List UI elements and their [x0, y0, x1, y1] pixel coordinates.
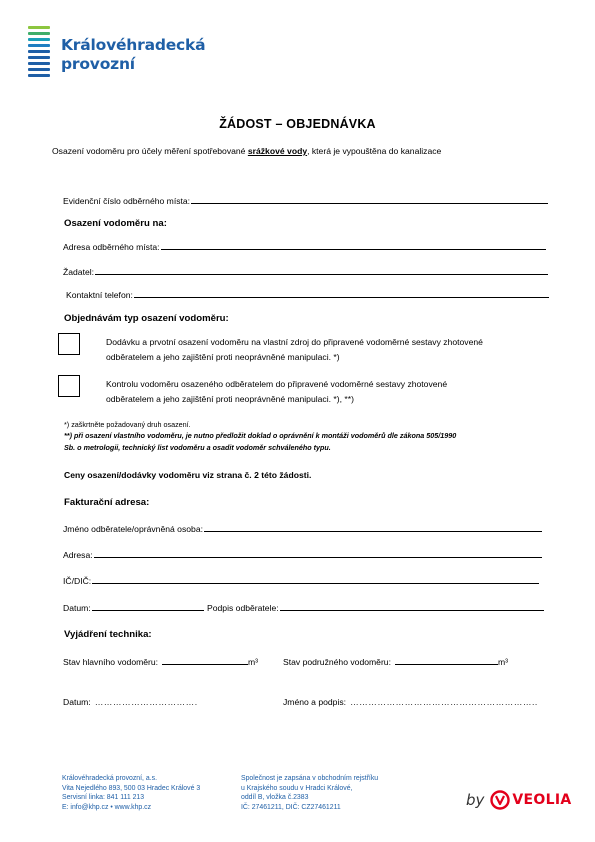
- podpis-row: [207, 602, 544, 613]
- logo-line-1: Královéhradecká: [61, 36, 206, 54]
- technik-jmeno-label: Jméno a podpis:: [283, 697, 347, 707]
- adresa-odberu-label: Adresa odběrného místa:: [63, 242, 160, 252]
- option-kontrola-checkbox[interactable]: [58, 375, 80, 397]
- logo-stripe: [28, 62, 50, 65]
- adresa-label: Adresa:: [63, 550, 93, 560]
- intro-emphasis: srážkové vody: [247, 146, 308, 156]
- vyjadreni-heading: Vyjádření technika:: [64, 629, 152, 640]
- option-kontrola-line-2: odběratelem a jeho zajištění proti neoprávněné manipulaci. *), **): [106, 393, 354, 404]
- hlavni-vodomer-label: Stav hlavního vodoměru:: [63, 657, 159, 667]
- adresa-row: [63, 549, 542, 560]
- note-vlastni-vodomer: [64, 430, 584, 454]
- ceny-note: Ceny osazení/dodávky vodoměru viz strana č. 2 této žádosti.: [64, 470, 312, 480]
- podruzny-vodomer-field[interactable]: [395, 656, 498, 665]
- osazeni-heading: Osazení vodoměru na:: [64, 218, 167, 229]
- podruzny-vodomer-unit: m³: [497, 657, 508, 667]
- ic-dic-label: IČ/DIČ:: [63, 576, 92, 586]
- option-kontrola-line-1: Kontrolu vodoměru osazeného odběratelem do připravené vodoměrné sestavy zhotovené: [106, 379, 448, 389]
- footer-company-name: Královéhradecká provozní, a.s.: [62, 775, 157, 782]
- logo-stripe: [28, 74, 50, 77]
- evidencni-cislo-label: Evidenční číslo odběrného místa:: [63, 196, 191, 206]
- logo-line-2: provozní: [61, 55, 135, 73]
- hlavni-vodomer-field[interactable]: [162, 656, 248, 665]
- technik-datum-field[interactable]: …………………………….: [94, 697, 198, 707]
- logo-stripe: [28, 44, 50, 47]
- evidencni-cislo-field[interactable]: [191, 195, 548, 204]
- telefon-field[interactable]: [134, 289, 549, 298]
- note-druh-osazeni: *) zaškrtněte požadovaný druh osazení.: [64, 420, 191, 429]
- intro-text: [52, 146, 441, 156]
- logo-stripe: [28, 50, 50, 53]
- logo-wordmark: [61, 36, 205, 74]
- option-dodavka-text: [106, 335, 551, 364]
- hlavni-vodomer-unit: m³: [247, 657, 258, 667]
- podpis-field[interactable]: [280, 602, 544, 611]
- footer-register-line-2: u Krajského soudu v Hradci Králové,: [241, 784, 353, 792]
- note-vlastni-vodomer-line-1: **) při osazení vlastního vodoměru, je nutno předložit doklad o oprávnění k montáži vodoměrů dle zákona 505/1990: [64, 431, 457, 440]
- technik-datum-row: [63, 697, 198, 707]
- jmeno-row: [63, 523, 542, 534]
- logo-stripe: [28, 38, 50, 41]
- objednavam-heading: Objednávám typ osazení vodoměru:: [64, 313, 229, 324]
- veolia-wordmark: VEOLIA: [512, 792, 572, 808]
- option-kontrola-text: [106, 377, 551, 406]
- telefon-row: [66, 289, 549, 300]
- logo-stripes: [28, 26, 50, 80]
- adresa-field[interactable]: [94, 549, 542, 558]
- adresa-odberu-field[interactable]: [161, 241, 547, 250]
- ic-dic-row: [63, 575, 539, 586]
- veolia-logo: [466, 790, 571, 810]
- footer-register-line-3: oddíl B, vložka č.2383: [241, 794, 309, 802]
- technik-datum-label: Datum:: [63, 697, 91, 707]
- option-dodavka-line-2: odběratelem a jeho zajištění proti neoprávněné manipulaci. *): [106, 351, 340, 362]
- footer-contact: E: info@khp.cz • www.khp.cz: [62, 803, 152, 811]
- zadatel-row: [63, 266, 548, 277]
- intro-after: , která je vypouštěna do kanalizace: [307, 146, 442, 156]
- footer-service-line: Servisní linka: 841 111 213: [62, 794, 145, 802]
- podpis-label: Podpis odběratele:: [207, 603, 279, 613]
- fakturacni-heading: Fakturační adresa:: [64, 497, 150, 508]
- footer-register-line-1: Společnost je zapsána v obchodním rejstříku: [241, 775, 379, 782]
- datum-row: [63, 602, 204, 613]
- technik-jmeno-field[interactable]: ……………………………………………………..: [350, 697, 538, 707]
- podruzny-vodomer-label: Stav podružného vodoměru:: [283, 657, 391, 667]
- datum-field[interactable]: [92, 602, 204, 611]
- hlavni-vodomer-row: [63, 656, 258, 667]
- form-title: ŽÁDOST – OBJEDNÁVKA: [219, 117, 376, 131]
- company-logo: [28, 26, 208, 86]
- podruzny-vodomer-row: [283, 656, 508, 667]
- zadatel-field[interactable]: [95, 266, 548, 275]
- technik-jmeno-row: [283, 697, 538, 707]
- option-dodavka-line-1: Dodávku a prvotní osazení vodoměru na vlastní zdroj do připravené vodoměrné sestavy zhotovené: [106, 337, 483, 347]
- logo-stripe: [28, 26, 50, 29]
- footer-company-info: [62, 774, 200, 812]
- datum-label: Datum:: [63, 603, 91, 613]
- ic-dic-field[interactable]: [92, 575, 539, 584]
- logo-stripe: [28, 32, 50, 35]
- telefon-label: Kontaktní telefon:: [66, 290, 133, 300]
- intro-before: Osazení vodoměru pro účely měření spotřebované: [52, 146, 248, 156]
- note-vlastni-vodomer-line-2: Sb. o metrologii, technický list vodoměru a osadit vodoměr schváleného typu.: [64, 443, 331, 452]
- logo-stripe: [28, 56, 50, 59]
- jmeno-field[interactable]: [204, 523, 542, 532]
- footer-company-address: Vita Nejedlého 893, 500 03 Hradec Králové 3: [62, 784, 201, 792]
- zadatel-label: Žadatel:: [63, 267, 95, 277]
- logo-stripe: [28, 68, 50, 71]
- footer-register-line-4: IČ: 27461211, DIČ: CZ27461211: [241, 803, 341, 811]
- veolia-by: by: [466, 791, 485, 809]
- adresa-odberu-row: [63, 241, 546, 252]
- footer-registration-info: [241, 774, 378, 812]
- jmeno-label: Jméno odběratele/oprávněná osoba:: [63, 524, 203, 534]
- veolia-symbol-icon: [490, 790, 510, 810]
- option-dodavka-checkbox[interactable]: [58, 333, 80, 355]
- evidencni-cislo-row: [63, 195, 548, 206]
